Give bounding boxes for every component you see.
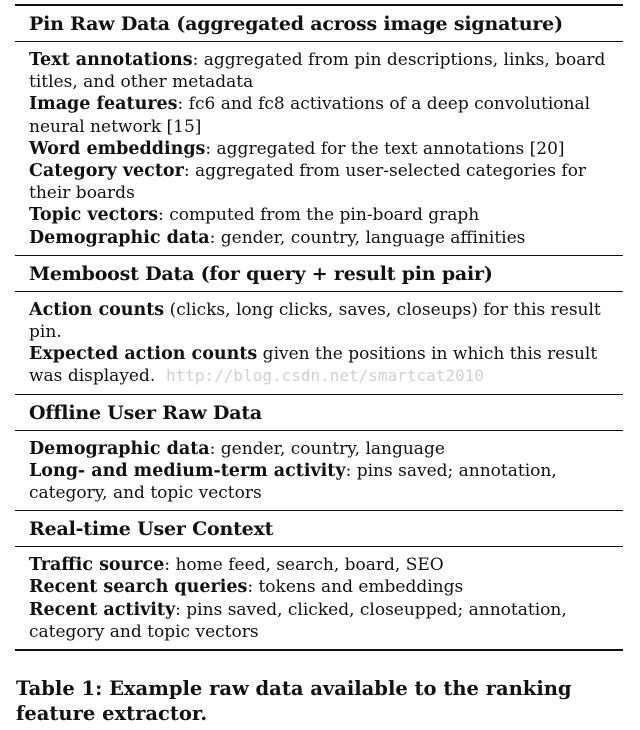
entry-image-features bbox=[29, 93, 609, 137]
entry-term: Long- and medium-term activity bbox=[29, 460, 346, 481]
watermark-url: http://blog.csdn.net/smartcat2010 bbox=[166, 366, 484, 385]
entry-desc: : gender, country, language affinities bbox=[209, 227, 526, 248]
entry-desc: : aggregated for the text annotations [20] bbox=[205, 138, 565, 159]
entry-term: Demographic data bbox=[29, 227, 210, 248]
section-title-pin-raw-data: Pin Raw Data (aggregated across image signature) bbox=[15, 6, 623, 42]
entry-term: Expected action counts bbox=[29, 344, 258, 365]
entry-topic-vectors bbox=[29, 204, 609, 226]
entry-traffic-source bbox=[29, 554, 609, 576]
entry-text-annotations bbox=[29, 49, 609, 93]
entry-term: Text annotations bbox=[29, 50, 193, 70]
section-body-memboost-data bbox=[15, 292, 623, 395]
entry-desc: given the positions in which this result was displayed. bbox=[29, 344, 598, 387]
entry-term: Recent activity bbox=[29, 599, 176, 620]
entry-category-vector bbox=[29, 160, 609, 204]
entry-recent-search-queries bbox=[29, 576, 609, 598]
table-caption: Table 1: Example raw data available to the ranking feature extractor. bbox=[16, 677, 572, 725]
entry-desc: : fc6 and fc8 activations of a deep convolutional neural network [15] bbox=[29, 94, 591, 137]
entry-desc: : pins saved, clicked, closeupped; annotation, category and topic vectors bbox=[29, 599, 567, 642]
entry-desc: : computed from the pin-board graph bbox=[158, 205, 480, 226]
entry-word-embeddings bbox=[29, 138, 609, 160]
entry-action-counts bbox=[29, 299, 609, 343]
section-title-memboost-data: Memboost Data (for query + result pin pair) bbox=[15, 256, 623, 292]
entry-term: Demographic data bbox=[29, 438, 210, 459]
entry-term: Category vector bbox=[29, 161, 184, 182]
entry-desc: : aggregated from pin descriptions, links, board titles, and other metadata bbox=[29, 50, 606, 93]
section-title-realtime-user-context: Real-time User Context bbox=[15, 511, 623, 547]
entry-term: Action counts bbox=[29, 299, 165, 320]
section-body-pin-raw-data bbox=[15, 42, 623, 256]
entry-term: Topic vectors bbox=[29, 205, 159, 226]
entry-desc: (clicks, long clicks, saves, closeups) for this result pin. bbox=[29, 299, 601, 343]
entry-demographic-data bbox=[29, 227, 609, 249]
entry-desc: : aggregated from user-selected categories for their boards bbox=[29, 161, 587, 204]
entry-long-medium-term-activity bbox=[29, 460, 609, 504]
section-title-offline-user-raw-data: Offline User Raw Data bbox=[15, 395, 623, 431]
entry-expected-action-counts bbox=[29, 343, 609, 387]
entry-desc: : home feed, search, board, SEO bbox=[164, 555, 444, 576]
entry-desc: : pins saved; annotation, category, and topic vectors bbox=[29, 460, 557, 504]
entry-desc: : tokens and embeddings bbox=[247, 577, 464, 598]
entry-term: Word embeddings bbox=[29, 138, 206, 159]
entry-term: Image features bbox=[29, 94, 178, 115]
entry-user-demographic-data bbox=[29, 438, 609, 460]
entry-term: Traffic source bbox=[29, 555, 165, 576]
entry-desc: : gender, country, language bbox=[209, 438, 445, 459]
entry-recent-activity bbox=[29, 599, 609, 643]
raw-data-table bbox=[15, 4, 623, 651]
entry-term: Recent search queries bbox=[29, 577, 248, 598]
section-body-realtime-user-context bbox=[15, 547, 623, 651]
section-body-offline-user-raw-data bbox=[15, 431, 623, 512]
